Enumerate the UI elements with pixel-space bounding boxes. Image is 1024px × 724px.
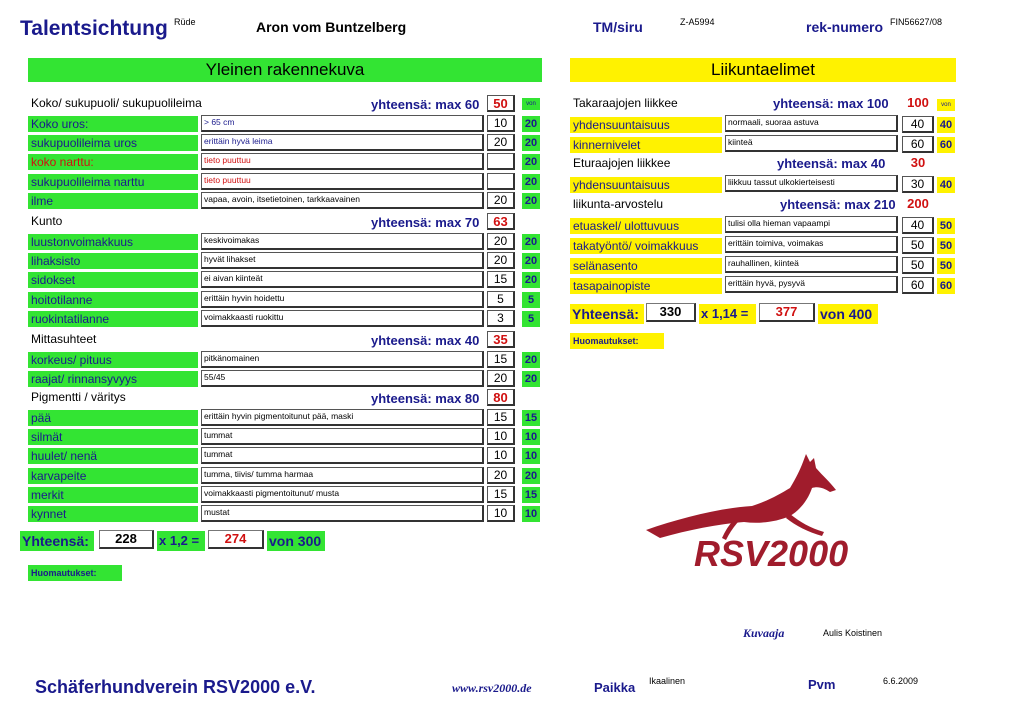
- criterion-max: 40: [937, 117, 955, 133]
- criterion-label: luustonvoimakkuus: [28, 234, 198, 250]
- tm-label: TM/siru: [593, 19, 643, 35]
- criterion-label: takatyöntö/ voimakkuus: [570, 238, 722, 254]
- criterion-description[interactable]: hyvät lihakset: [201, 252, 484, 269]
- right-section-bar: Liikuntaelimet: [570, 58, 956, 82]
- criterion-score[interactable]: 60: [902, 136, 934, 153]
- criterion-description[interactable]: tumma, tiivis/ tumma harmaa: [201, 467, 484, 484]
- section-sum-value[interactable]: 35: [487, 331, 515, 348]
- criterion-max: 50: [937, 238, 955, 254]
- criterion-label: karvapeite: [28, 468, 198, 484]
- criterion-score[interactable]: 10: [487, 505, 515, 522]
- section-sum-value[interactable]: 50: [487, 95, 515, 112]
- tm-value: Z-A5994: [680, 17, 715, 27]
- rsv2000-logo: [640, 448, 870, 578]
- criterion-max: 20: [522, 154, 540, 170]
- criterion-score[interactable]: 40: [902, 116, 934, 133]
- criterion-description[interactable]: erittäin hyvin pigmentoitunut pää, maski: [201, 409, 484, 426]
- criterion-label: ruokintatilanne: [28, 311, 198, 327]
- section-title: Kunto: [31, 214, 63, 228]
- criterion-description[interactable]: erittäin hyvä, pysyvä: [725, 276, 898, 293]
- criterion-score[interactable]: 20: [487, 370, 515, 387]
- criterion-max: 5: [522, 292, 540, 308]
- criterion-description[interactable]: tummat: [201, 428, 484, 445]
- right-multiplier: x 1,14 =: [699, 304, 756, 324]
- criterion-label: yhdensuuntaisuus: [570, 117, 722, 133]
- criterion-score[interactable]: 20: [487, 134, 515, 151]
- criterion-max: 15: [522, 410, 540, 426]
- criterion-max: 5: [522, 311, 540, 327]
- criterion-description[interactable]: vapaa, avoin, itsetietoinen, tarkkaavainen: [201, 192, 484, 209]
- criterion-max: 60: [937, 278, 955, 294]
- criterion-label: sukupuolileima uros: [28, 135, 198, 151]
- criterion-max: 10: [522, 448, 540, 464]
- criterion-description[interactable]: ei aivan kiinteät: [201, 271, 484, 288]
- von-label: von: [522, 98, 540, 110]
- criterion-label: lihaksisto: [28, 253, 198, 269]
- reg-value: FIN56627/08: [890, 17, 943, 27]
- criterion-description[interactable]: erittäin hyvä leima: [201, 134, 484, 151]
- criterion-max: 20: [522, 174, 540, 190]
- criterion-description[interactable]: normaali, suoraa astuva: [725, 115, 898, 132]
- criterion-description[interactable]: voimakkaasti pigmentoitunut/ musta: [201, 486, 484, 503]
- page-title: Talentsichtung: [20, 17, 168, 40]
- criterion-label: silmät: [28, 429, 198, 445]
- criterion-label: ilme: [28, 193, 198, 209]
- photographer-name: Aulis Koistinen: [823, 628, 883, 638]
- criterion-label: yhdensuuntaisuus: [570, 177, 722, 193]
- criterion-label: kynnet: [28, 506, 198, 522]
- criterion-max: 20: [522, 468, 540, 484]
- criterion-description[interactable]: erittäin toimiva, voimakas: [725, 236, 898, 253]
- criterion-max: 20: [522, 352, 540, 368]
- logo-text: RSV2000: [694, 533, 849, 574]
- criterion-description[interactable]: > 65 cm: [201, 115, 484, 132]
- criterion-score[interactable]: [487, 153, 515, 170]
- criterion-description[interactable]: voimakkaasti ruokittu: [201, 310, 484, 327]
- left-total-value[interactable]: 228: [99, 530, 154, 549]
- criterion-max: 20: [522, 116, 540, 132]
- criterion-label: hoitotilanne: [28, 292, 198, 308]
- date-label: Pvm: [808, 677, 836, 692]
- criterion-description[interactable]: liikkuu tassut ulkokierteisesti: [725, 175, 898, 192]
- criterion-score[interactable]: 15: [487, 351, 515, 368]
- criterion-description[interactable]: tieto puuttuu: [201, 153, 484, 170]
- criterion-score[interactable]: 50: [902, 257, 934, 274]
- criterion-max: 50: [937, 218, 955, 234]
- criterion-label: sidokset: [28, 272, 198, 288]
- section-sum-value[interactable]: 200: [907, 196, 929, 211]
- section-sum-value[interactable]: 63: [487, 213, 515, 230]
- criterion-max: 50: [937, 258, 955, 274]
- criterion-label: kinnernivelet: [570, 137, 722, 153]
- criterion-description[interactable]: rauhallinen, kiinteä: [725, 256, 898, 273]
- right-remarks-label: Huomautukset:: [570, 333, 664, 349]
- criterion-max: 10: [522, 506, 540, 522]
- criterion-max: 20: [522, 135, 540, 151]
- right-total-label: Yhteensä:: [570, 304, 644, 324]
- criterion-label: korkeus/ pituus: [28, 352, 198, 368]
- criterion-label: selänasento: [570, 258, 722, 274]
- left-total-label: Yhteensä:: [20, 531, 94, 551]
- left-weighted-total[interactable]: 274: [208, 530, 264, 549]
- reg-label: rek-numero: [806, 19, 884, 35]
- section-sum-value[interactable]: 80: [487, 389, 515, 406]
- criterion-score[interactable]: [487, 173, 515, 190]
- criterion-score[interactable]: 60: [902, 277, 934, 294]
- section-title: Eturaajojen liikkee: [573, 156, 671, 170]
- photographer-label: Kuvaaja: [743, 626, 785, 640]
- section-sum-label: yhteensä: max 40: [371, 333, 480, 348]
- criterion-label: sukupuolileima narttu: [28, 174, 198, 190]
- criterion-max: 15: [522, 487, 540, 503]
- criterion-description[interactable]: tieto puuttuu: [201, 173, 484, 190]
- place-label: Paikka: [594, 680, 636, 695]
- section-sum-label: yhteensä: max 100: [773, 96, 889, 111]
- criterion-score[interactable]: 10: [487, 428, 515, 445]
- criterion-score[interactable]: 10: [487, 447, 515, 464]
- criterion-description[interactable]: mustat: [201, 505, 484, 522]
- criterion-label: tasapainopiste: [570, 278, 722, 294]
- criterion-max: 20: [522, 371, 540, 387]
- criterion-score[interactable]: 20: [487, 252, 515, 269]
- criterion-description[interactable]: pitkänomainen: [201, 351, 484, 368]
- section-title: Koko/ sukupuoli/ sukupuolileima: [31, 96, 202, 110]
- criterion-label: pää: [28, 410, 198, 426]
- section-sum-value[interactable]: 100: [907, 95, 929, 110]
- right-total-value[interactable]: 330: [646, 303, 696, 322]
- criterion-max: 10: [522, 429, 540, 445]
- criterion-label: etuaskel/ ulottuvuus: [570, 218, 722, 234]
- criterion-label: Koko uros:: [28, 116, 198, 132]
- criterion-score[interactable]: 20: [487, 192, 515, 209]
- dog-name: Aron vom Buntzelberg: [256, 19, 407, 35]
- von-label: von: [937, 99, 955, 111]
- criterion-description[interactable]: erittäin hyvin hoidettu: [201, 291, 484, 308]
- left-section-bar: Yleinen rakennekuva: [28, 58, 542, 82]
- section-sum-label: yhteensä: max 60: [371, 97, 480, 112]
- criterion-score[interactable]: 3: [487, 310, 515, 327]
- criterion-score[interactable]: 10: [487, 115, 515, 132]
- right-von-total: von 400: [818, 304, 878, 324]
- club-name: Schäferhundverein RSV2000 e.V.: [35, 677, 316, 697]
- left-remarks-label: Huomautukset:: [28, 565, 122, 581]
- criterion-label: merkit: [28, 487, 198, 503]
- criterion-score[interactable]: 40: [902, 217, 934, 234]
- criterion-score[interactable]: 50: [902, 237, 934, 254]
- criterion-label: raajat/ rinnansyvyys: [28, 371, 198, 387]
- section-title: Pigmentti / väritys: [31, 390, 126, 404]
- section-title: Mittasuhteet: [31, 332, 97, 346]
- date-value: 6.6.2009: [883, 676, 919, 686]
- section-title: Takaraajojen liikkee: [573, 96, 678, 110]
- section-sum-label: yhteensä: max 80: [371, 391, 480, 406]
- criterion-max: 20: [522, 234, 540, 250]
- place-value: Ikaalinen: [649, 676, 686, 686]
- criterion-description[interactable]: kiinteä: [725, 135, 898, 152]
- criterion-description[interactable]: keskivoimakas: [201, 233, 484, 250]
- sex-label: Rüde: [174, 17, 196, 27]
- criterion-max: 40: [937, 177, 955, 193]
- right-weighted-total[interactable]: 377: [759, 303, 815, 322]
- dog-icon: [646, 454, 836, 540]
- criterion-label: koko narttu:: [28, 154, 198, 170]
- criterion-max: 20: [522, 253, 540, 269]
- criterion-max: 20: [522, 193, 540, 209]
- section-sum-label: yhteensä: max 210: [780, 197, 896, 212]
- section-title: liikunta-arvostelu: [573, 197, 664, 211]
- left-von-total: von 300: [267, 531, 325, 551]
- criterion-score[interactable]: 20: [487, 467, 515, 484]
- left-multiplier: x 1,2 =: [157, 531, 205, 551]
- section-sum-label: yhteensä: max 70: [371, 215, 480, 230]
- criterion-description[interactable]: 55/45: [201, 370, 484, 387]
- criterion-score[interactable]: 15: [487, 271, 515, 288]
- criterion-score[interactable]: 20: [487, 233, 515, 250]
- section-sum-label: yhteensä: max 40: [777, 156, 886, 171]
- criterion-label: huulet/ nenä: [28, 448, 198, 464]
- criterion-description[interactable]: tulisi olla hieman vapaampi: [725, 216, 898, 233]
- criterion-score[interactable]: 15: [487, 486, 515, 503]
- website-link[interactable]: www.rsv2000.de: [452, 681, 532, 695]
- criterion-max: 20: [522, 272, 540, 288]
- criterion-description[interactable]: tummat: [201, 447, 484, 464]
- criterion-score[interactable]: 30: [902, 176, 934, 193]
- criterion-score[interactable]: 15: [487, 409, 515, 426]
- criterion-score[interactable]: 5: [487, 291, 515, 308]
- criterion-max: 60: [937, 137, 955, 153]
- section-sum-value[interactable]: 30: [910, 155, 926, 170]
